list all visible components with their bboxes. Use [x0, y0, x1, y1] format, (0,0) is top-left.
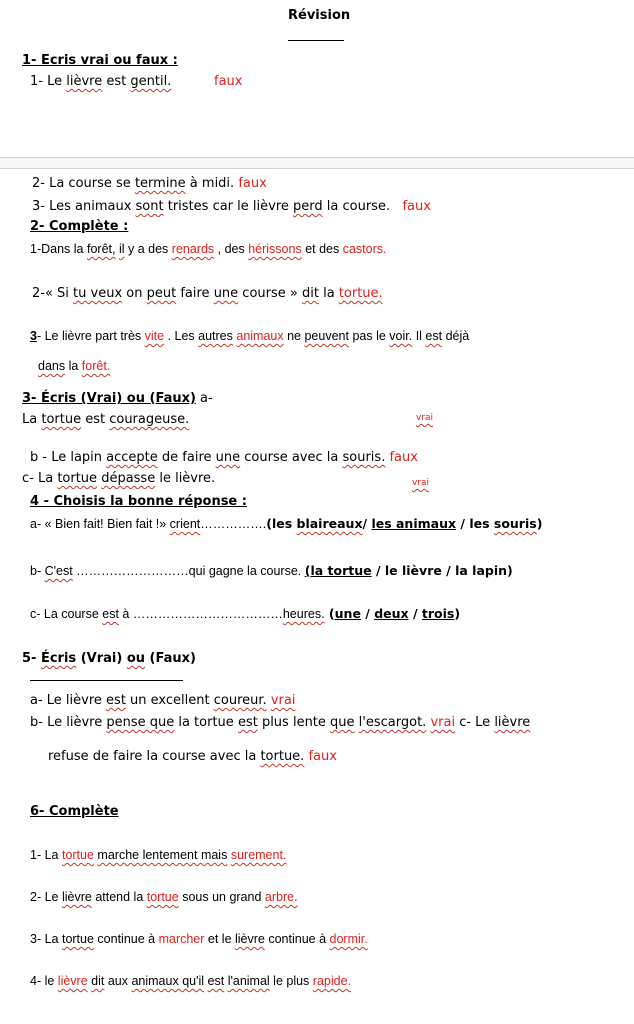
s3-item-b: b - Le lapin accepte de faire une course avec la souris. faux: [30, 450, 418, 465]
s4-item-b: b- C'est ………………………qui gagne la course. (la tortue / le lièvre / la lapin): [30, 563, 513, 578]
s6-line-4: 4- le lièvre dit aux animaux qu'il est l'animal le plus rapide.: [30, 974, 352, 988]
s5-item-c: refuse de faire la course avec la tortue. faux: [48, 749, 337, 764]
section-5-rule: [30, 680, 183, 681]
section-6-heading: 6- Complète: [30, 804, 119, 819]
s6-line-1: 1- La tortue marche lentement mais surement.: [30, 848, 287, 862]
s3-item-a: La tortue est courageuse.: [22, 412, 190, 427]
title-underline: [288, 40, 344, 41]
section-1-heading: 1- Ecris vrai ou faux :: [22, 53, 178, 68]
s5-item-b: b- Le lièvre pense que la tortue est plus lente que l'escargot. vrai c- Le lièvre: [30, 715, 531, 730]
s4-item-c: c- La course est à ………………………………heures. (une / deux / trois): [30, 606, 461, 621]
s3-answer-a: vrai: [416, 413, 434, 423]
s4-item-a: a- « Bien fait! Bien fait !» crient…………….(les blaireaux/ les animaux / les souris): [30, 516, 543, 531]
s6-line-2: 2- Le lièvre attend la tortue sous un grand arbre.: [30, 890, 298, 904]
section-4-heading: 4 - Choisis la bonne réponse :: [30, 494, 247, 509]
s3-item-c: c- La tortue dépasse le lièvre.: [22, 471, 216, 486]
s2-line-1: 1-Dans la forêt, il y a des renards , des hérissons et des castors.: [30, 242, 387, 256]
s1-answer-1: faux: [214, 74, 243, 89]
s1-question-2: 2- La course se termine à midi. faux: [32, 176, 267, 191]
s1-question-3: 3- Les animaux sont tristes car le lièvre perd la course. faux: [32, 199, 431, 214]
section-5-heading: 5- Écris (Vrai) ou (Faux): [22, 651, 196, 666]
s3-answer-c: vrai: [412, 478, 430, 488]
s2-line-2: 2-« Si tu veux on peut faire une course » dit la tortue.: [32, 286, 383, 301]
s2-line-4: dans la forêt.: [38, 359, 111, 373]
section-2-heading: 2- Complète :: [30, 219, 129, 234]
s6-line-3: 3- La tortue continue à marcher et le lièvre continue à dormir.: [30, 932, 368, 946]
s1-question-1: 1- Le lièvre est gentil.: [30, 74, 172, 89]
page-title: Révision: [288, 8, 351, 23]
page-break: [0, 157, 634, 169]
section-3-heading: 3- Écris (Vrai) ou (Faux) a-: [22, 391, 213, 406]
s2-line-3: 3- Le lièvre part très vite . Les autres animaux ne peuvent pas le voir. Il est déjà: [30, 329, 470, 343]
s5-item-a: a- Le lièvre est un excellent coureur. vrai: [30, 693, 296, 708]
